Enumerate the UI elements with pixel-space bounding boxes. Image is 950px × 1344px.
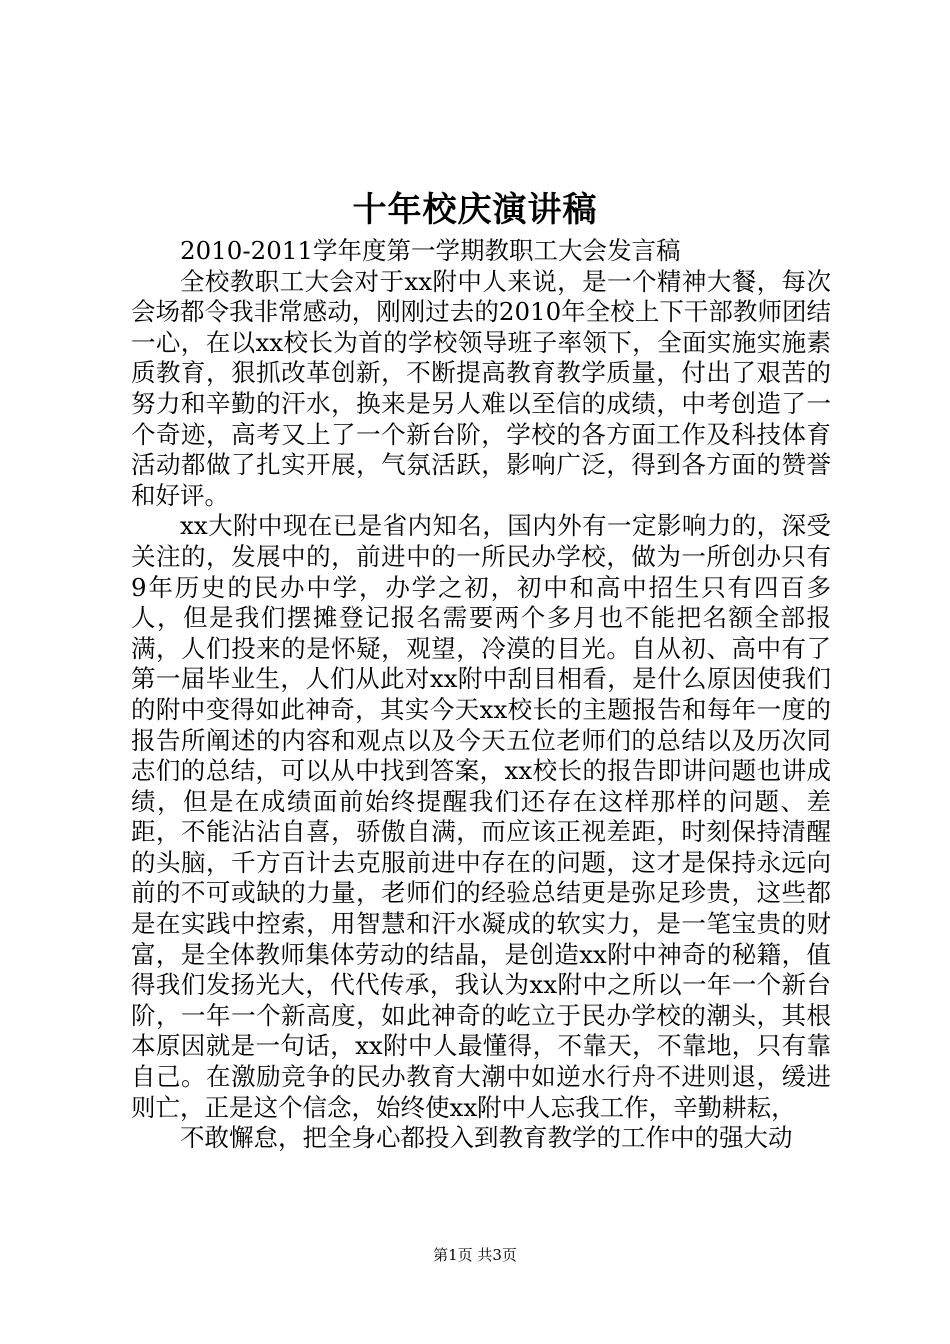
paragraph: 不敢懈怠，把全身心都投入到教育教学的工作中的强大动 bbox=[180, 1123, 793, 1153]
document-title: 十年校庆演讲稿 bbox=[352, 190, 598, 230]
paragraph: xx大附中现在已是省内知名，国内外有一定影响力的，深受关注的，发展中的，前进中的一所民办学校，做为一所创办只有9年历史的民办中学，办学之初，初中和高中招生只有四百多人，但是我们摆摊登记报名需要两个多月也不能把名额全部报满，人们投来的是怀疑，观望，冷漠的目光。自从初、高中有了第一届毕业生，人们从此对xx附中刮目相看，是什么原因使我们的附中变得如此神奇，其实今天xx校长的主题报告和每年一度的报告所阐述的内容和观点以及今天五位老师们的总结以及历次同志们的总结，可以从中找到答案，xx校长的报告即讲问题也讲成绩，但是在成绩面前始终提醒我们还存在这样那样的问题、差距，不能沾沾自喜，骄傲自满，而应该正视差距，时刻保持清醒的头脑，千方百计去克服前进中存在的问题，这才是保持永远向前的不可或缺的力量，老师们的经验总结更是弥足珍贵，这些都是在实践中控索，用智慧和汗水凝成的软实力，是一笔宝贵的财富，是全体教师集体劳动的结晶，是创造xx附中神奇的秘籍，值得我们发扬光大，代代传承，我认为xx附中之所以一年一个新台阶，一年一个新高度，如此神奇的屹立于民办学校的潮头，其根本原因就是一句话，xx附中人最懂得，不靠天，不靠地，只有靠自己。在激励竞争的民办教育大潮中如逆水行舟不进则退，缓进则亡，正是这个信念，始终使xx附中人忘我工作，辛勤耕耘， bbox=[131, 511, 831, 1122]
subtitle-line: 2010-2011学年度第一学期教职工大会发言稿 bbox=[180, 236, 681, 265]
page-footer: 第1页 共3页 bbox=[433, 1246, 517, 1264]
paragraph: 全校教职工大会对于xx附中人来说，是一个精神大餐，每次会场都令我非常感动，刚刚过去的2010年全校上下干部教师团结一心，在以xx校长为首的学校领导班子率领下，全面实施实施素质教育，狠抓改革创新，不断提高教育教学质量，付出了艰苦的努力和辛勤的汗水，换来是另人难以至信的成绩，中考创造了一个奇迹，高考又上了一个新台阶，学校的各方面工作及科技体育活动都做了扎实开展，气氛活跃，影响广泛，得到各方面的赞誉和好评。 bbox=[131, 266, 831, 510]
document-body bbox=[131, 236, 831, 1154]
